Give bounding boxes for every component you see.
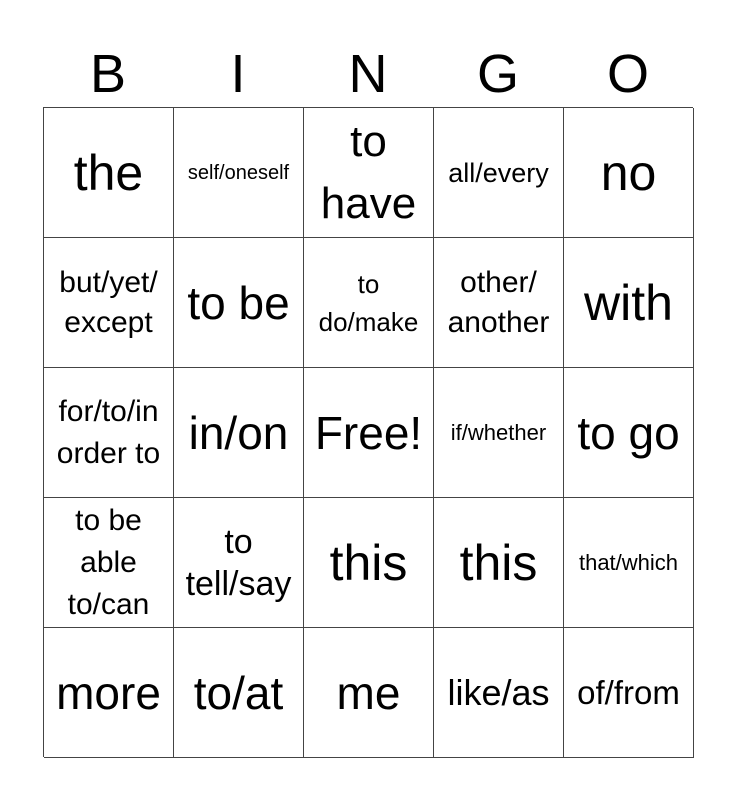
bingo-cell[interactable] [434,108,564,238]
bingo-cell[interactable] [304,628,434,758]
cell-text: self/oneself [187,161,290,184]
bingo-cell[interactable] [174,368,304,498]
bingo-cell[interactable] [174,628,304,758]
header-letter-o: O [606,44,649,104]
bingo-grid [43,107,693,757]
cell-text: to tell/say [185,522,292,603]
cell-text: to do/make [318,268,419,337]
cell-text: to be able to/can [67,503,150,621]
header-letter-b: B [89,44,127,104]
cell-text: no [600,144,657,201]
bingo-cell[interactable] [44,108,174,238]
cell-text: other/ another [447,265,550,339]
header-letter-i: I [230,44,246,104]
bingo-cell[interactable] [304,498,434,628]
cell-text: if/whether [450,419,547,445]
cell-text: the [73,144,144,201]
cell-text: this [329,534,408,591]
bingo-cell[interactable] [564,368,694,498]
bingo-cell[interactable] [44,238,174,368]
bingo-cell[interactable] [44,498,174,628]
bingo-cell[interactable] [434,498,564,628]
bingo-cell[interactable] [564,108,694,238]
bingo-cell[interactable] [44,628,174,758]
bingo-cell[interactable] [304,238,434,368]
bingo-cell[interactable] [304,368,434,498]
cell-text: for/to/in order to [56,394,161,470]
cell-text: to be [187,276,290,329]
cell-text: to go [577,406,680,459]
bingo-cell[interactable] [304,108,434,238]
cell-text: this [459,534,538,591]
cell-text: like/as [447,671,550,713]
header-letter-n: N [348,44,388,104]
cell-text: with [584,274,673,331]
cell-text: me [336,666,401,719]
cell-text: but/yet/ except [59,265,158,339]
cell-text: Free! [314,406,423,459]
bingo-cell[interactable] [564,498,694,628]
bingo-header [43,42,693,106]
bingo-cell[interactable] [174,238,304,368]
bingo-cell[interactable] [564,238,694,368]
cell-text: to have [320,116,417,228]
cell-text: that/which [578,549,679,575]
cell-text: more [56,666,161,719]
bingo-cell[interactable] [434,628,564,758]
header-letter-g: G [476,44,519,104]
cell-text: in/on [188,406,289,459]
cell-text: to/at [193,666,284,719]
bingo-cell[interactable] [434,368,564,498]
cell-text: all/every [448,157,549,188]
bingo-cell[interactable] [434,238,564,368]
bingo-cell[interactable] [44,368,174,498]
cell-text: of/from [577,673,680,711]
bingo-cell[interactable] [174,108,304,238]
bingo-cell[interactable] [174,498,304,628]
bingo-cell[interactable] [564,628,694,758]
